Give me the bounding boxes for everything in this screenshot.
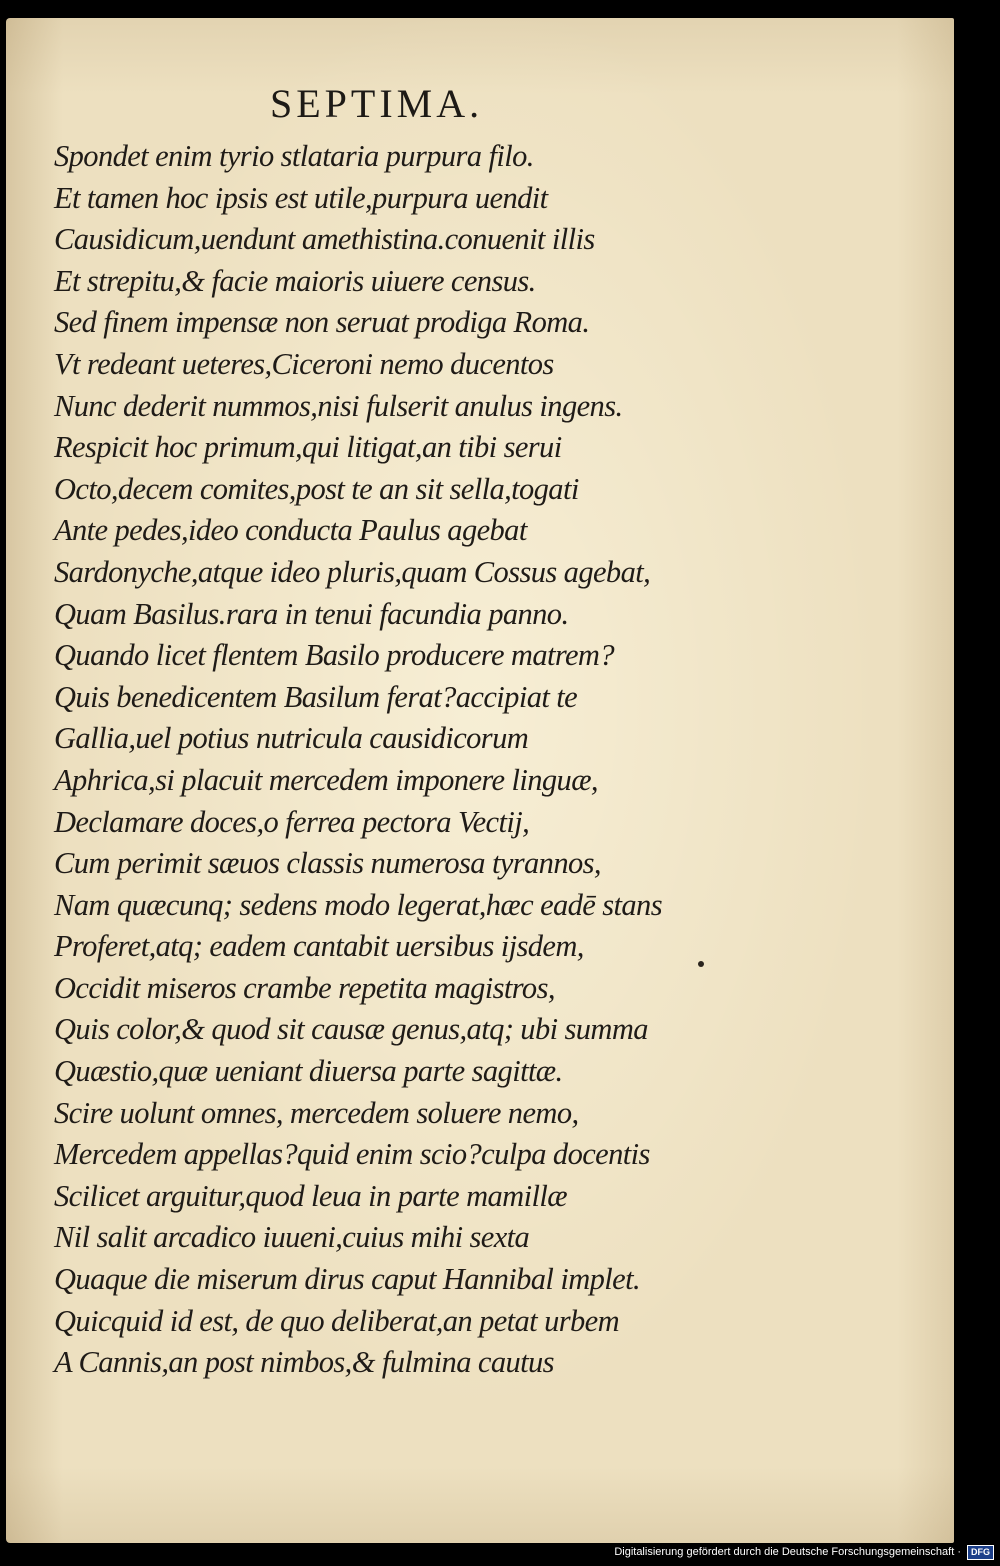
verse-line: Et strepitu,& facie maioris uiuere census.	[54, 263, 536, 298]
verse-line: Quis benedicentem Basilum ferat?accipiat te	[54, 679, 578, 714]
verse-line: Proferet,atq; eadem cantabit uersibus ijsdem,	[54, 929, 584, 964]
verse-line: Quicquid id est, de quo deliberat,an petat urbem	[54, 1303, 620, 1338]
verse-line: Scilicet arguitur,quod leua in parte mamillæ	[54, 1178, 567, 1213]
verse-line: Cum perimit sæuos classis numerosa tyrannos,	[54, 846, 601, 881]
verse-line: Ante pedes,ideo conducta Paulus agebat	[54, 513, 527, 548]
verse-line: Et tamen hoc ipsis est utile,purpura uendit	[54, 180, 548, 215]
verse-line: Sed finem impensæ non seruat prodiga Roma.	[54, 305, 590, 340]
verse-line: Scire uolunt omnes, mercedem soluere nemo,	[54, 1095, 579, 1130]
verse-line: Sardonyche,atque ideo pluris,quam Cossus agebat,	[54, 554, 651, 589]
verse-line: Spondet enim tyrio stlataria purpura filo.	[54, 139, 534, 173]
verse-line: Mercedem appellas?quid enim scio?culpa docentis	[54, 1137, 650, 1172]
verse-line: Causidicum,uendunt amethistina.conuenit illis	[54, 222, 595, 257]
verse-line: Respicit hoc primum,qui litigat,an tibi serui	[54, 430, 562, 465]
verse-line: Quam Basilus.rara in tenui facundia panno.	[54, 596, 569, 631]
verse-line: Quando licet flentem Basilo producere matrem?	[54, 638, 615, 673]
verse-line: Aphrica,si placuit mercedem imponere linguæ,	[54, 762, 598, 797]
verse-line: Quaque die miserum dirus caput Hannibal implet.	[54, 1262, 640, 1297]
verse-line: Declamare doces,o ferrea pectora Vectij,	[54, 804, 530, 839]
verse-line: Quæstio,quæ ueniant diuersa parte sagittæ.	[54, 1054, 563, 1089]
verse-line: Nunc dederit nummos,nisi fulserit anulus ingens.	[54, 388, 623, 423]
verse-line: Quis color,& quod sit causæ genus,atq; ubi summa	[54, 1012, 648, 1047]
verse-line: A Cannis,an post nimbos,& fulmina cautus	[54, 1345, 554, 1380]
running-head: SEPTIMA.	[270, 81, 484, 126]
verse-line: Vt redeant ueteres,Ciceroni nemo ducentos	[54, 346, 554, 381]
book-page	[6, 18, 954, 1543]
verse-line: Nam quæcunq; sedens modo legerat,hæc eadē stans	[54, 887, 662, 922]
verse-line: Octo,decem comites,post te an sit sella,togati	[54, 471, 579, 506]
verse-line: Gallia,uel potius nutricula causidicorum	[54, 721, 529, 756]
dfg-logo: DFG	[967, 1545, 994, 1560]
verse-text	[54, 136, 744, 1384]
funding-credit: Digitalisierung gefördert durch die Deutsche Forschungsgemeinschaft ·	[614, 1546, 961, 1558]
digitization-footer	[614, 1542, 994, 1562]
verse-line: Nil salit arcadico iuueni,cuius mihi sexta	[54, 1220, 530, 1255]
verse-line: Occidit miseros crambe repetita magistros,	[54, 970, 555, 1005]
ink-dot	[698, 961, 704, 967]
